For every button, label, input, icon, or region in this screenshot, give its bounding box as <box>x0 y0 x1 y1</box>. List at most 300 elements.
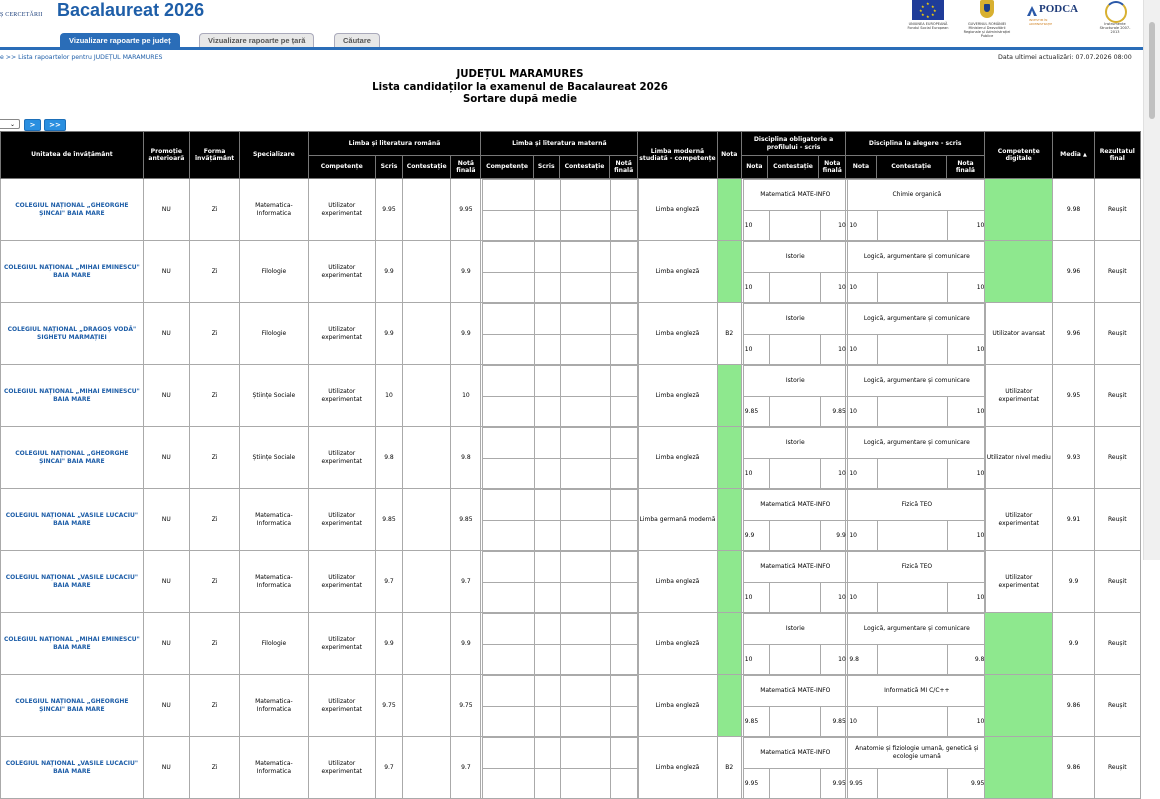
promo-value: NU <box>143 365 189 427</box>
page-title <box>300 69 740 107</box>
result-value: Reușit <box>1094 675 1140 737</box>
promo-value: NU <box>143 427 189 489</box>
ro-scris-value: 9.7 <box>375 737 402 799</box>
elective-subject: Chimie organică <box>848 180 986 211</box>
nota-value <box>717 241 741 303</box>
scrollbar-thumb[interactable] <box>1149 22 1155 119</box>
elective-nota-finala: 10 <box>948 582 986 612</box>
mandatory-nota-finala: 9.85 <box>820 396 847 426</box>
col-modern-language[interactable]: Limba modernă studiată - competențe <box>638 132 717 179</box>
mandatory-subject: Istorie <box>743 304 847 335</box>
mandatory-nota: 9.85 <box>743 706 769 736</box>
col-mat-competente[interactable]: Competențe <box>481 156 533 179</box>
tab-search[interactable]: Căutare <box>334 33 380 47</box>
school-name: COLEGIUL NAȚIONAL „DRAGOȘ VODĂ" SIGHETU MARMAȚIEI <box>1 303 144 365</box>
specialization-value: Științe Sociale <box>240 427 308 489</box>
elective-discipline-cell <box>846 489 985 551</box>
mandatory-subject: Istorie <box>743 614 847 645</box>
school-name: COLEGIUL NAȚIONAL „VASILE LUCACIU" BAIA MARE <box>1 551 144 613</box>
nota-value <box>717 427 741 489</box>
media-value: 9.98 <box>1053 179 1094 241</box>
elective-nota: 9.8 <box>848 644 878 674</box>
elective-discipline-cell <box>846 613 985 675</box>
col-form[interactable]: Forma învățământ <box>189 132 239 179</box>
promo-value: NU <box>143 241 189 303</box>
mandatory-discipline-cell <box>741 737 846 799</box>
elective-subject: Anatomie și fiziologie umană, genetică și ecologie umană <box>848 738 986 769</box>
mandatory-nota: 10 <box>743 582 769 612</box>
col-result[interactable]: Rezultatul final <box>1094 132 1140 179</box>
elective-contestatie <box>878 706 948 736</box>
ro-contestatie-value <box>403 613 451 675</box>
mandatory-nota: 10 <box>743 644 769 674</box>
specialization-value: Filologie <box>240 303 308 365</box>
nota-value <box>717 179 741 241</box>
form-value: Zi <box>189 303 239 365</box>
school-name: COLEGIUL NAȚIONAL „MIHAI EMINESCU" BAIA MARE <box>1 365 144 427</box>
promo-value: NU <box>143 613 189 675</box>
elective-nota: 10 <box>848 396 878 426</box>
elective-discipline-cell <box>846 427 985 489</box>
mandatory-nota: 10 <box>743 334 769 364</box>
elective-subject: Logică, argumentare și comunicare <box>848 614 986 645</box>
elective-nota-finala: 10 <box>948 458 986 488</box>
elective-subject: Logică, argumentare și comunicare <box>848 428 986 459</box>
digital-competence-value: Utilizator experimentat <box>985 489 1053 551</box>
nota-value <box>717 365 741 427</box>
ro-competente-value: Utilizator experimentat <box>308 427 375 489</box>
next-page-button[interactable]: > <box>24 119 41 131</box>
form-value: Zi <box>189 241 239 303</box>
mandatory-nota: 9.95 <box>743 768 769 798</box>
elective-contestatie <box>878 210 948 240</box>
school-name: COLEGIUL NAȚIONAL „VASILE LUCACIU" BAIA MARE <box>1 489 144 551</box>
maternal-language-cells <box>481 303 638 365</box>
digital-competence-value <box>985 241 1053 303</box>
mandatory-nota: 9.85 <box>743 396 769 426</box>
modern-language-value: Limba engleză <box>638 551 717 613</box>
ro-nota-finala-value: 9.9 <box>451 241 481 303</box>
mandatory-nota: 10 <box>743 458 769 488</box>
school-name: COLEGIUL NAȚIONAL „VASILE LUCACIU" BAIA MARE <box>1 737 144 799</box>
specialization-value: Matematica-Informatica <box>240 551 308 613</box>
elective-nota: 10 <box>848 706 878 736</box>
mandatory-nota-finala: 10 <box>820 458 847 488</box>
school-name: COLEGIUL NAȚIONAL „MIHAI EMINESCU" BAIA MARE <box>1 241 144 303</box>
ro-contestatie-value <box>403 365 451 427</box>
sort-title: Sortare după medie <box>462 94 578 105</box>
mandatory-discipline-cell <box>741 179 846 241</box>
promo-value: NU <box>143 551 189 613</box>
school-name: COLEGIUL NAȚIONAL „GHEORGHE ȘINCAI" BAIA MARE <box>1 675 144 737</box>
mandatory-nota-finala: 9.9 <box>820 520 847 550</box>
mandatory-discipline-cell <box>741 489 846 551</box>
promo-value: NU <box>143 737 189 799</box>
maternal-language-cells <box>481 179 638 241</box>
nota-value <box>717 675 741 737</box>
mandatory-contestatie <box>769 644 820 674</box>
promo-value: NU <box>143 675 189 737</box>
col-mat-scris[interactable]: Scris <box>533 156 559 179</box>
result-value: Reușit <box>1094 737 1140 799</box>
podca-caption: INVESTIM ÎN ADMINISTRAȚIE <box>1029 18 1053 26</box>
modern-language-value: Limba engleză <box>638 179 717 241</box>
ro-contestatie-value <box>403 489 451 551</box>
elective-subject: Logică, argumentare și comunicare <box>848 242 986 273</box>
result-value: Reușit <box>1094 241 1140 303</box>
sort-asc-icon: ▲ <box>1083 151 1087 158</box>
col-group-maternal: Limba și literatura maternă <box>481 132 638 156</box>
ro-competente-value: Utilizator experimentat <box>308 675 375 737</box>
county-title: JUDEȚUL MARAMURES <box>456 69 584 80</box>
ro-contestatie-value <box>403 675 451 737</box>
result-value: Reușit <box>1094 551 1140 613</box>
col-al-nota-finala[interactable]: Nota finală <box>946 156 984 179</box>
nota-value <box>717 489 741 551</box>
podca-logo: PODCA <box>1039 3 1079 15</box>
modern-language-value: Limba engleză <box>638 613 717 675</box>
specialization-value: Matematica-Informatica <box>240 179 308 241</box>
ro-contestatie-value <box>403 737 451 799</box>
ro-competente-value: Utilizator experimentat <box>308 303 375 365</box>
last-page-button[interactable]: >> <box>44 119 66 131</box>
elective-contestatie <box>878 644 948 674</box>
modern-language-value: Limba germană modernă <box>638 489 717 551</box>
ro-nota-finala-value: 9.8 <box>451 427 481 489</box>
ro-contestatie-value <box>403 179 451 241</box>
specialization-value: Matematica-Informatica <box>240 675 308 737</box>
page-scrollbar[interactable] <box>1143 0 1160 560</box>
mandatory-subject: Istorie <box>743 366 847 397</box>
ro-nota-finala-value: 9.9 <box>451 303 481 365</box>
school-name: COLEGIUL NAȚIONAL „MIHAI EMINESCU" BAIA MARE <box>1 613 144 675</box>
elective-contestatie <box>878 520 948 550</box>
col-group-romanian: Limba și literatura română <box>308 132 481 156</box>
mandatory-nota-finala: 10 <box>820 210 847 240</box>
elective-nota-finala: 10 <box>948 520 986 550</box>
mandatory-discipline-cell <box>741 675 846 737</box>
mandatory-discipline-cell <box>741 241 846 303</box>
specialization-value: Filologie <box>240 613 308 675</box>
ministry-label: Ș CERCETĂRII <box>0 12 43 18</box>
ro-competente-value: Utilizator experimentat <box>308 179 375 241</box>
col-school[interactable]: Unitatea de învățământ <box>1 132 144 179</box>
col-ob-nota-finala[interactable]: Nota finală <box>819 156 846 179</box>
digital-competence-value <box>985 675 1053 737</box>
promo-value: NU <box>143 489 189 551</box>
mandatory-contestatie <box>769 706 820 736</box>
promo-value: NU <box>143 179 189 241</box>
ro-scris-value: 10 <box>375 365 402 427</box>
col-group-elective: Disciplina la alegere - scris <box>846 132 985 156</box>
mandatory-subject: Matematică MATE-INFO <box>743 738 847 769</box>
table-row <box>1 613 1141 675</box>
col-promo[interactable]: Promoție anterioară <box>143 132 189 179</box>
col-al-contestatie[interactable]: Contestație <box>876 156 946 179</box>
elective-subject: Logică, argumentare și comunicare <box>848 366 986 397</box>
government-crest-logo <box>980 0 994 18</box>
media-value: 9.96 <box>1053 241 1094 303</box>
ro-competente-value: Utilizator experimentat <box>308 737 375 799</box>
mandatory-subject: Matematică MATE-INFO <box>743 552 847 583</box>
elective-contestatie <box>878 768 948 798</box>
elective-nota-finala: 9.95 <box>948 768 986 798</box>
elective-nota: 10 <box>848 458 878 488</box>
media-value: 9.9 <box>1053 551 1094 613</box>
mandatory-discipline-cell <box>741 365 846 427</box>
digital-competence-value: Utilizator avansat <box>985 303 1053 365</box>
table-row <box>1 241 1141 303</box>
maternal-language-cells <box>481 489 638 551</box>
promo-value: NU <box>143 303 189 365</box>
elective-nota-finala: 10 <box>948 396 986 426</box>
eu-caption: UNIUNEA EUROPEANĂ Fondul Social European <box>907 22 949 30</box>
podca-logo-mark <box>1027 6 1037 16</box>
col-ob-contestatie[interactable]: Contestație <box>767 156 818 179</box>
col-ro-competente[interactable]: Competențe <box>308 156 375 179</box>
col-ro-nota-finala[interactable]: Notă finală <box>451 156 481 179</box>
elective-nota: 10 <box>848 520 878 550</box>
elective-discipline-cell <box>846 303 985 365</box>
col-group-mandatory: Disciplina obligatorie a profilului - scris <box>741 132 846 156</box>
ro-competente-value: Utilizator experimentat <box>308 489 375 551</box>
structural-instruments-logo <box>1105 1 1127 23</box>
modern-language-value: Limba engleză <box>638 241 717 303</box>
mandatory-discipline-cell <box>741 303 846 365</box>
elective-contestatie <box>878 582 948 612</box>
nota-value: B2 <box>717 303 741 365</box>
form-value: Zi <box>189 613 239 675</box>
elective-subject: Fizică TEO <box>848 490 986 521</box>
col-digital[interactable]: Competențe digitale <box>985 132 1053 179</box>
digital-competence-value <box>985 737 1053 799</box>
elective-nota: 10 <box>848 334 878 364</box>
tab-underline <box>0 47 1160 50</box>
table-row <box>1 675 1141 737</box>
col-al-nota[interactable]: Nota <box>846 156 876 179</box>
mandatory-contestatie <box>769 582 820 612</box>
elective-discipline-cell <box>846 365 985 427</box>
results-body <box>1 179 1141 799</box>
ro-scris-value: 9.75 <box>375 675 402 737</box>
app-title[interactable]: Bacalaureat 2026 <box>57 0 205 20</box>
col-media[interactable]: Media ▲ <box>1053 132 1094 179</box>
table-row <box>1 427 1141 489</box>
maternal-language-cells <box>481 365 638 427</box>
ro-scris-value: 9.7 <box>375 551 402 613</box>
elective-nota-finala: 10 <box>948 272 986 302</box>
tab-county-reports[interactable]: Vizualizare rapoarte pe județ <box>60 33 180 47</box>
mandatory-nota: 9.9 <box>743 520 769 550</box>
tab-country-reports[interactable]: Vizualizare rapoarte pe țară <box>199 33 314 47</box>
mandatory-nota-finala: 10 <box>820 334 847 364</box>
nota-value <box>717 613 741 675</box>
elective-contestatie <box>878 272 948 302</box>
mandatory-nota-finala: 10 <box>820 272 847 302</box>
mandatory-nota-finala: 9.85 <box>820 706 847 736</box>
col-mat-nota-finala[interactable]: Notă finală <box>610 156 638 179</box>
ro-competente-value: Utilizator experimentat <box>308 365 375 427</box>
elective-nota-finala: 10 <box>948 210 986 240</box>
mandatory-nota: 10 <box>743 210 769 240</box>
form-value: Zi <box>189 179 239 241</box>
elective-nota: 10 <box>848 210 878 240</box>
digital-competence-value <box>985 613 1053 675</box>
result-value: Reușit <box>1094 613 1140 675</box>
specialization-value: Filologie <box>240 241 308 303</box>
elective-contestatie <box>878 334 948 364</box>
modern-language-value: Limba engleză <box>638 737 717 799</box>
ro-nota-finala-value: 10 <box>451 365 481 427</box>
mandatory-discipline-cell <box>741 613 846 675</box>
mandatory-contestatie <box>769 458 820 488</box>
ro-nota-finala-value: 9.75 <box>451 675 481 737</box>
mandatory-discipline-cell <box>741 427 846 489</box>
table-row <box>1 489 1141 551</box>
col-ob-nota[interactable]: Nota <box>741 156 767 179</box>
mandatory-subject: Matematică MATE-INFO <box>743 676 847 707</box>
page-select[interactable]: ⌄ <box>0 119 20 129</box>
maternal-language-cells <box>481 675 638 737</box>
ro-competente-value: Utilizator experimentat <box>308 241 375 303</box>
digital-competence-value: Utilizator nivel mediu <box>985 427 1053 489</box>
elective-discipline-cell <box>846 737 985 799</box>
col-ro-contestatie[interactable]: Contestație <box>403 156 451 179</box>
col-nota[interactable]: Nota <box>717 132 741 179</box>
ro-scris-value: 9.8 <box>375 427 402 489</box>
specialization-value: Matematica-Informatica <box>240 489 308 551</box>
mandatory-contestatie <box>769 396 820 426</box>
breadcrumb[interactable]: e >> Lista rapoartelor pentru JUDEȚUL MARAMURES <box>0 54 163 61</box>
elective-nota: 10 <box>848 272 878 302</box>
media-value: 9.9 <box>1053 613 1094 675</box>
elective-discipline-cell <box>846 179 985 241</box>
mandatory-nota: 10 <box>743 272 769 302</box>
ro-contestatie-value <box>403 303 451 365</box>
maternal-language-cells <box>481 241 638 303</box>
elective-nota-finala: 9.8 <box>948 644 986 674</box>
elective-contestatie <box>878 458 948 488</box>
media-value: 9.95 <box>1053 365 1094 427</box>
modern-language-value: Limba engleză <box>638 303 717 365</box>
table-row <box>1 365 1141 427</box>
form-value: Zi <box>189 551 239 613</box>
ro-contestatie-value <box>403 427 451 489</box>
list-title: Lista candidaților la examenul de Bacalaureat 2026 <box>372 81 668 93</box>
school-name: COLEGIUL NAȚIONAL „GHEORGHE ȘINCAI" BAIA MARE <box>1 179 144 241</box>
media-value: 9.86 <box>1053 737 1094 799</box>
mandatory-nota-finala: 9.95 <box>820 768 847 798</box>
maternal-language-cells <box>481 613 638 675</box>
government-caption: GUVERNUL ROMÂNIEI Ministerul Dezvoltării Regionale și Administrației Publice <box>963 22 1011 38</box>
elective-nota-finala: 10 <box>948 334 986 364</box>
school-name: COLEGIUL NAȚIONAL „GHEORGHE ȘINCAI" BAIA MARE <box>1 427 144 489</box>
table-row <box>1 179 1141 241</box>
form-value: Zi <box>189 489 239 551</box>
modern-language-value: Limba engleză <box>638 427 717 489</box>
ro-nota-finala-value: 9.7 <box>451 737 481 799</box>
specialization-value: Matematica-Informatica <box>240 737 308 799</box>
ro-contestatie-value <box>403 241 451 303</box>
ro-nota-finala-value: 9.9 <box>451 613 481 675</box>
header <box>0 0 1160 36</box>
ro-scris-value: 9.9 <box>375 241 402 303</box>
modern-language-value: Limba engleză <box>638 365 717 427</box>
form-value: Zi <box>189 737 239 799</box>
nota-value: B2 <box>717 737 741 799</box>
modern-language-value: Limba engleză <box>638 675 717 737</box>
ro-scris-value: 9.9 <box>375 303 402 365</box>
mandatory-contestatie <box>769 520 820 550</box>
mandatory-subject: Istorie <box>743 242 847 273</box>
mandatory-nota-finala: 10 <box>820 582 847 612</box>
ro-nota-finala-value: 9.95 <box>451 179 481 241</box>
digital-competence-value: Utilizator experimentat <box>985 365 1053 427</box>
elective-contestatie <box>878 396 948 426</box>
elective-nota: 10 <box>848 582 878 612</box>
mandatory-nota-finala: 10 <box>820 644 847 674</box>
maternal-language-cells <box>481 427 638 489</box>
maternal-language-cells <box>481 737 638 799</box>
media-value: 9.96 <box>1053 303 1094 365</box>
form-value: Zi <box>189 365 239 427</box>
result-value: Reușit <box>1094 365 1140 427</box>
ro-nota-finala-value: 9.7 <box>451 551 481 613</box>
mandatory-contestatie <box>769 272 820 302</box>
result-value: Reușit <box>1094 303 1140 365</box>
last-update-label: Data ultimei actualizări: 07.07.2026 08:00 <box>998 54 1132 61</box>
table-row <box>1 737 1141 799</box>
elective-subject: Logică, argumentare și comunicare <box>848 304 986 335</box>
ro-competente-value: Utilizator experimentat <box>308 613 375 675</box>
digital-competence-value: Utilizator experimentat <box>985 551 1053 613</box>
col-mat-contestatie[interactable]: Contestație <box>559 156 609 179</box>
digital-competence-value <box>985 179 1053 241</box>
result-value: Reușit <box>1094 489 1140 551</box>
ro-nota-finala-value: 9.85 <box>451 489 481 551</box>
mandatory-contestatie <box>769 334 820 364</box>
form-value: Zi <box>189 427 239 489</box>
result-value: Reușit <box>1094 427 1140 489</box>
ro-competente-value: Utilizator experimentat <box>308 551 375 613</box>
specialization-value: Științe Sociale <box>240 365 308 427</box>
form-value: Zi <box>189 675 239 737</box>
elective-discipline-cell <box>846 675 985 737</box>
elective-nota: 9.95 <box>848 768 878 798</box>
media-value: 9.93 <box>1053 427 1094 489</box>
col-spec[interactable]: Specializare <box>240 132 308 179</box>
mandatory-contestatie <box>769 768 820 798</box>
results-table <box>0 131 1141 799</box>
table-row <box>1 303 1141 365</box>
mandatory-contestatie <box>769 210 820 240</box>
elective-discipline-cell <box>846 241 985 303</box>
ro-scris-value: 9.85 <box>375 489 402 551</box>
elective-subject: Fizică TEO <box>848 552 986 583</box>
col-ro-scris[interactable]: Scris <box>375 156 402 179</box>
structural-caption: Instrumente Structurale 2007-2013 <box>1099 22 1131 34</box>
media-value: 9.91 <box>1053 489 1094 551</box>
mandatory-subject: Matematică MATE-INFO <box>743 490 847 521</box>
elective-nota-finala: 10 <box>948 706 986 736</box>
ro-scris-value: 9.9 <box>375 613 402 675</box>
mandatory-subject: Matematică MATE-INFO <box>743 180 847 211</box>
elective-subject: Informatică MI C/C++ <box>848 676 986 707</box>
media-value: 9.86 <box>1053 675 1094 737</box>
mandatory-subject: Istorie <box>743 428 847 459</box>
ro-scris-value: 9.95 <box>375 179 402 241</box>
eu-flag-logo: ★ ★ ★ ★ ★ ★ ★ ★ <box>912 0 944 20</box>
